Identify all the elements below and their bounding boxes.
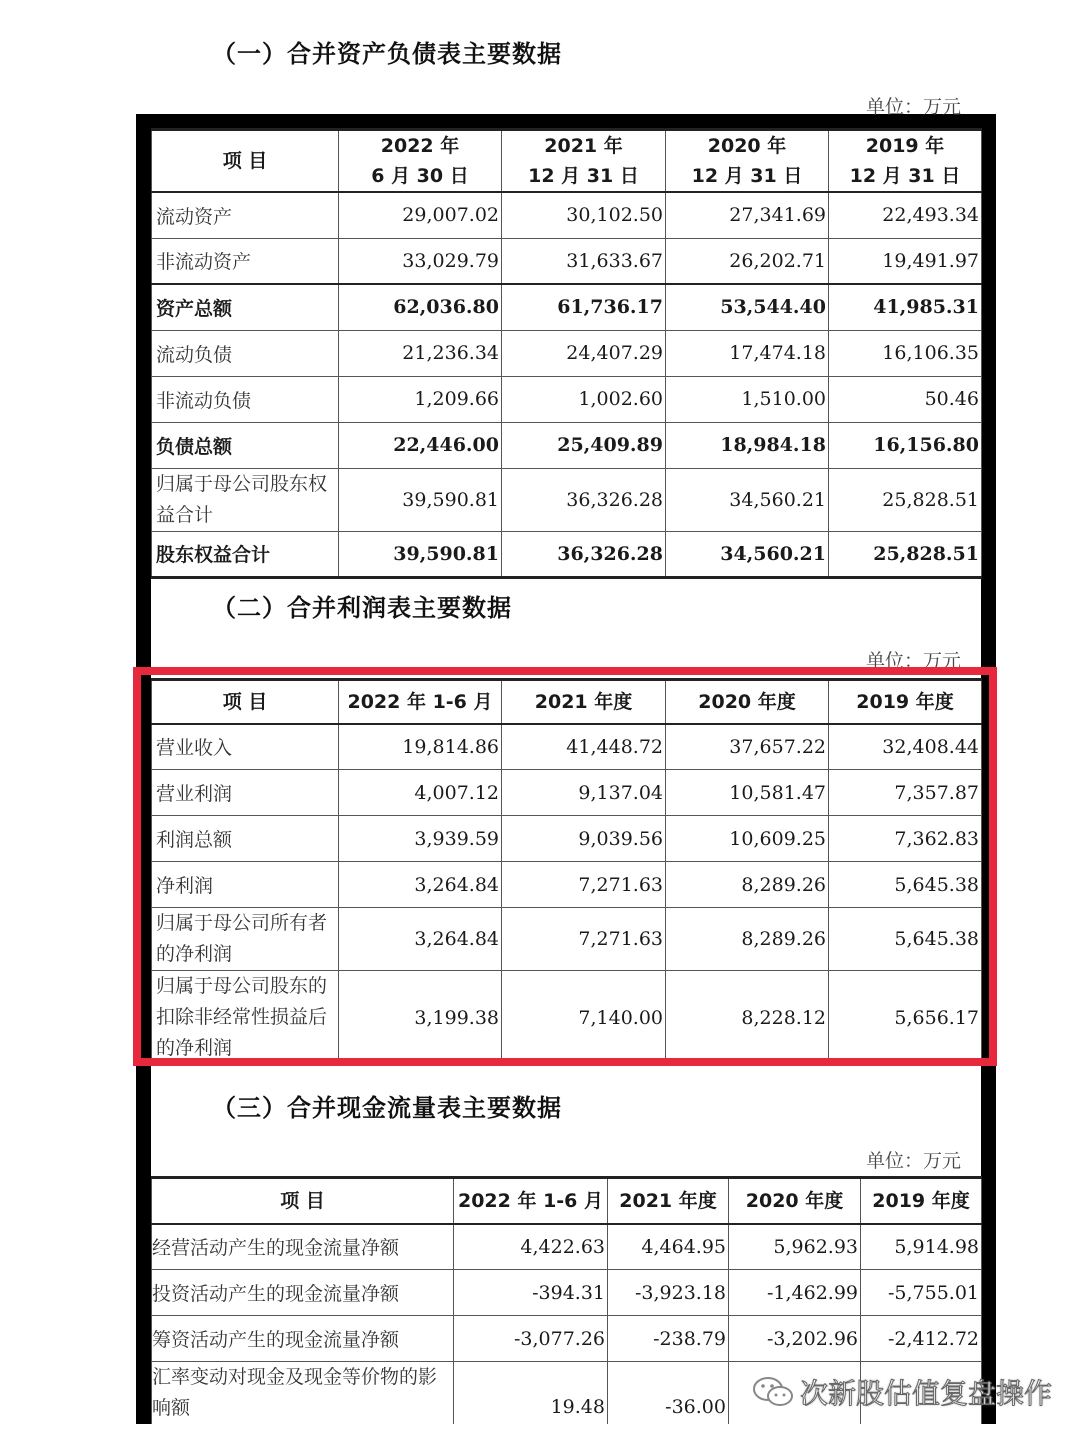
cell-value: 16,106.35	[829, 330, 982, 376]
table-row	[152, 468, 982, 531]
header-cell: 2020 年度	[666, 680, 829, 724]
cell-value: 25,828.51	[829, 531, 982, 577]
income-section-title: （二）合并利润表主要数据	[212, 594, 512, 622]
cell-value: 7,271.63	[502, 862, 666, 908]
cell-value: 5,962.93	[729, 1224, 861, 1270]
table-row-total	[152, 422, 982, 468]
row-label: 负债总额	[152, 422, 339, 468]
cell-value: 41,985.31	[829, 284, 982, 330]
row-label: 筹资活动产生的现金流量净额	[152, 1316, 454, 1362]
cell-value: -36.00	[608, 1362, 729, 1425]
cell-value: 3,939.59	[339, 816, 502, 862]
cell-value: 4,422.63	[454, 1224, 608, 1270]
balance-unit: 单位：万元	[866, 96, 962, 118]
cell-value: 21,236.34	[339, 330, 502, 376]
row-label: 流动资产	[152, 192, 339, 238]
cell-value: 26,202.71	[666, 238, 829, 284]
table-header-row	[152, 1178, 982, 1224]
row-label: 非流动资产	[152, 238, 339, 284]
header-cell: 2019 年度	[829, 680, 982, 724]
cell-value: 10,609.25	[666, 816, 829, 862]
cell-value: -3,202.96	[729, 1316, 861, 1362]
cell-value: -3,923.18	[608, 1270, 729, 1316]
watermark	[752, 1372, 1052, 1412]
cell-value: 5,645.38	[829, 862, 982, 908]
header-cell: 2021 年度	[502, 680, 666, 724]
table-header-row	[152, 130, 982, 193]
cell-value: 50.46	[829, 376, 982, 422]
table-row	[152, 192, 982, 238]
header-cell: 项 目	[152, 130, 339, 193]
header-cell: 2022 年 1-6 月	[339, 680, 502, 724]
header-cell: 2021 年度	[608, 1178, 729, 1224]
cell-value: 33,029.79	[339, 238, 502, 284]
row-label: 投资活动产生的现金流量净额	[152, 1270, 454, 1316]
cell-value: -238.79	[608, 1316, 729, 1362]
cell-value: 3,264.84	[339, 908, 502, 971]
cell-value: 17,474.18	[666, 330, 829, 376]
cell-value: -3,077.26	[454, 1316, 608, 1362]
cell-value: 53,544.40	[666, 284, 829, 330]
cell-value: 1,510.00	[666, 376, 829, 422]
cell-value: 9,039.56	[502, 816, 666, 862]
header-cell: 项 目	[152, 680, 339, 724]
cell-value: 41,448.72	[502, 724, 666, 770]
header-cell: 2019 年 12 月 31 日	[829, 130, 982, 193]
table-row	[152, 1270, 982, 1316]
row-label: 资产总额	[152, 284, 339, 330]
cell-value: 1,002.60	[502, 376, 666, 422]
row-label: 汇率变动对现金及现金等价物的影响额	[152, 1362, 454, 1425]
table-row	[152, 238, 982, 284]
row-label: 营业收入	[152, 724, 339, 770]
wechat-icon	[752, 1375, 794, 1409]
cell-value: 36,326.28	[502, 468, 666, 531]
row-label: 归属于母公司股东权益合计	[152, 468, 339, 531]
table-row	[152, 862, 982, 908]
row-label: 经营活动产生的现金流量净额	[152, 1224, 454, 1270]
cell-value: 7,140.00	[502, 971, 666, 1065]
table-row-total	[152, 531, 982, 577]
table-row	[152, 908, 982, 971]
table-row-total	[152, 284, 982, 330]
cell-value: 25,828.51	[829, 468, 982, 531]
header-cell: 2019 年度	[861, 1178, 982, 1224]
cell-value: 36,326.28	[502, 531, 666, 577]
cell-value: 19,491.97	[829, 238, 982, 284]
row-label: 股东权益合计	[152, 531, 339, 577]
cell-value: 8,228.12	[666, 971, 829, 1065]
balance-table	[151, 128, 982, 579]
cell-value: 4,464.95	[608, 1224, 729, 1270]
cell-value: -1,462.99	[729, 1270, 861, 1316]
cell-value: 19,814.86	[339, 724, 502, 770]
cell-value: 10,581.47	[666, 770, 829, 816]
row-label: 非流动负债	[152, 376, 339, 422]
cell-value: 8,289.26	[666, 862, 829, 908]
cell-value: 29,007.02	[339, 192, 502, 238]
header-cell: 2022 年 1-6 月	[454, 1178, 608, 1224]
cell-value: 39,590.81	[339, 531, 502, 577]
cell-value: 7,357.87	[829, 770, 982, 816]
table-row	[152, 1316, 982, 1362]
cell-value: 16,156.80	[829, 422, 982, 468]
cell-value: 62,036.80	[339, 284, 502, 330]
header-cell: 2021 年 12 月 31 日	[502, 130, 666, 193]
header-cell: 2020 年 12 月 31 日	[666, 130, 829, 193]
cell-value: 27,341.69	[666, 192, 829, 238]
cell-value: 22,493.34	[829, 192, 982, 238]
header-cell: 2022 年 6 月 30 日	[339, 130, 502, 193]
cell-value: 19.48	[454, 1362, 608, 1425]
row-label: 净利润	[152, 862, 339, 908]
row-label: 流动负债	[152, 330, 339, 376]
cell-value: 5,645.38	[829, 908, 982, 971]
cell-value: 31,633.67	[502, 238, 666, 284]
cell-value: 3,199.38	[339, 971, 502, 1065]
cell-value: 7,362.83	[829, 816, 982, 862]
cell-value: 7,271.63	[502, 908, 666, 971]
row-label: 利润总额	[152, 816, 339, 862]
page-bottom-strip	[136, 1424, 996, 1440]
cell-value: 22,446.00	[339, 422, 502, 468]
cell-value: 30,102.50	[502, 192, 666, 238]
table-row	[152, 724, 982, 770]
table-row	[152, 816, 982, 862]
cashflow-section-title: （三）合并现金流量表主要数据	[212, 1094, 562, 1122]
cell-value: 3,264.84	[339, 862, 502, 908]
cell-value: 18,984.18	[666, 422, 829, 468]
table-row	[152, 376, 982, 422]
cell-value: 39,590.81	[339, 468, 502, 531]
table-row	[152, 971, 982, 1065]
cell-value: 61,736.17	[502, 284, 666, 330]
income-table	[151, 678, 982, 1065]
cell-value: 24,407.29	[502, 330, 666, 376]
cell-value: 1,209.66	[339, 376, 502, 422]
cell-value: 25,409.89	[502, 422, 666, 468]
balance-section-title: （一）合并资产负债表主要数据	[212, 40, 562, 68]
header-cell: 项 目	[152, 1178, 454, 1224]
row-label: 营业利润	[152, 770, 339, 816]
table-header-row	[152, 680, 982, 724]
cell-value: 9,137.04	[502, 770, 666, 816]
cell-value: 8,289.26	[666, 908, 829, 971]
table-row	[152, 1224, 982, 1270]
income-unit: 单位：万元	[866, 650, 962, 672]
row-label: 归属于母公司所有者的净利润	[152, 908, 339, 971]
cell-value: 4,007.12	[339, 770, 502, 816]
cell-value: 34,560.21	[666, 531, 829, 577]
cell-value: -5,755.01	[861, 1270, 982, 1316]
cell-value: 32,408.44	[829, 724, 982, 770]
cell-value: 34,560.21	[666, 468, 829, 531]
cell-value: 5,914.98	[861, 1224, 982, 1270]
cell-value: 5,656.17	[829, 971, 982, 1065]
watermark-text: 次新股估值复盘操作	[800, 1377, 1053, 1410]
cell-value: -394.31	[454, 1270, 608, 1316]
row-label: 归属于母公司股东的扣除非经常性损益后的净利润	[152, 971, 339, 1065]
cell-value: -2,412.72	[861, 1316, 982, 1362]
cell-value: 37,657.22	[666, 724, 829, 770]
table-row	[152, 770, 982, 816]
table-row	[152, 330, 982, 376]
cashflow-unit: 单位：万元	[866, 1150, 962, 1172]
header-cell: 2020 年度	[729, 1178, 861, 1224]
